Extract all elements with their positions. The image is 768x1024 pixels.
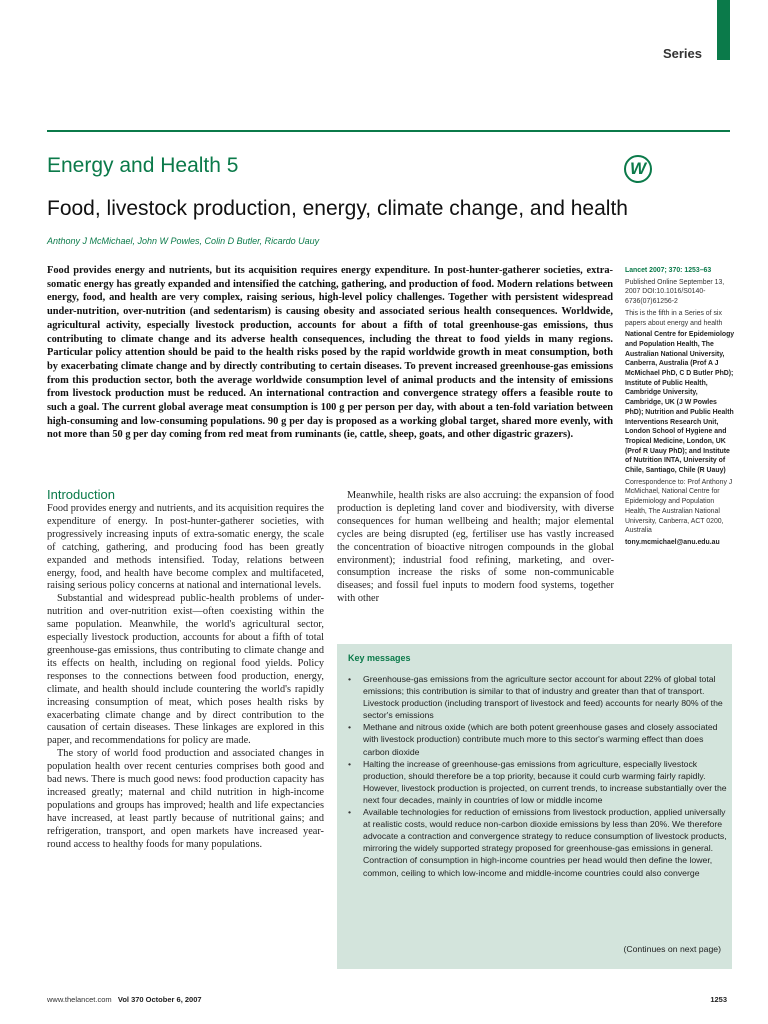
body-paragraph: Substantial and widespread public-health problems of under-nutrition and over-nutrition exist—often coexisting within the same population. Meanwhile, the world's agricultural sector, especially livestock production, accounts for about a fifth of total greenhouse-gas emissions, thus contributing to climate change and its effects on health, including on regional food yields. Policy responses to the connections between food production, energy, climate, and health should include countering the world's rapidly increasing consumption of meat, which poses health risks by exacerbating climate change and by direct contribution to the causation of certain diseases. These linkages are explored in this paper, and recommendations for policy are made. [47,593,324,747]
series-label: Series [662,46,702,61]
affiliations: National Centre for Epidemiology and Population Health, The Australian National University, Canberra, Australia (Prof A J McMichael PhD, C D Butler PhD); Institute of Public Health, Cambridge University, Cambridge, UK (J W Powles PhD); Nutrition and Public Health Interventions Research Unit, London School of Hygiene and Tropical Medicine, London, UK (Prof R Uauy PhD); and Institute of Nutrition INTA, University of Chile, Santiago, Chile (R Uauy) [625,331,735,475]
key-messages-list [346,673,728,879]
abstract: Food provides energy and nutrients, but its acquisition requires energy expenditure. In post-hunter-gatherer societies, extra-somatic energy has greatly expanded and intensified the catching, gathering, and production of food. Modern relations between energy, food, and health are very complex, raising serious, high-level policy challenges. Together with persistent widespread under-nutrition, over-nutrition (and sedentarism) is causing obesity and associated serious health consequences. Worldwide, agricultural activity, especially livestock production, accounts for about a fifth of total greenhouse-gas emissions, thus contributing to climate change and its adverse health consequences, including the threat to food yields in many regions. Particular policy attention should be paid to the health risks posed by the rapid worldwide growth in meat consumption, both by exacerbating climate change and by directly contributing to certain diseases. To prevent increased greenhouse-gas emissions from this production sector, both the average worldwide consumption level of animal products and the intensity of emissions from livestock production must be reduced. An international contraction and convergence strategy offers a feasible route to such a goal. The current global average meat consumption is 100 g per person per day, with about a ten-fold variation between high-consuming and low-consuming populations. 90 g per day is proposed as a working global target, shared more evenly, with not more than 50 g per day coming from red meat from ruminants (ie, cattle, sheep, goats, and other digastric grazers). [47,265,613,441]
key-message-item: • Methane and nitrous oxide (which are both potent greenhouse gases and closely associated with livestock production) contribute much more to this sector's warming effect than does carbon dioxide [346,721,728,757]
series-kicker: Energy and Health 5 [47,154,239,177]
correspondence: Correspondence to: Prof Anthony J McMichael, National Centre for Epidemiology and Population Health, The Australian National University, Canberra, ACT 0200, Australia [625,478,733,535]
body-paragraph: The story of world food production and associated changes in population health over recent centuries comprises both good and bad news. There is much good news: food production capacity has increased greatly; maternal and child nutrition in high-income populations and groups has improved; health and life expectancies have increased, at least partly because of nutritional gains; and refrigeration, transport, and open markets have increased year-round access to healthy foods for many populations. [47,748,324,850]
w-circle-icon: W [624,155,652,183]
body-column-1 [47,487,324,851]
page-number: 1253 [710,995,727,1004]
body-paragraph: Meanwhile, health risks are also accruing: the expansion of food production is depleting land cover and biodiversity, with diverse consequences for human wellbeing and health; major elemental cycles are being disrupted (eg, fertiliser use has vastly increased the concentration of bioactive nitrogen compounds in the global environment); industrial food refining, marketing, and over-consumption increase the risks of some non-communicable diseases; and fossil fuel inputs to modern food systems, together with other [337,490,614,605]
page-footer [47,995,202,1004]
series-color-tab [717,0,730,60]
key-message-item: • Halting the increase of greenhouse-gas emissions from agriculture, especially livestock production, should therefore be a top priority, because it could curb warming fairly rapidly. However, livestock production is projected, on current trends, to increase substantially over the next four decades, mainly in countries of low or middle income [346,758,728,806]
section-heading-introduction: Introduction [47,487,115,502]
continued-note: (Continues on next page) [623,944,721,954]
header-rule [47,130,730,132]
article-title: Food, livestock production, energy, climate change, and health [47,197,628,220]
journal-site[interactable]: www.thelancet.com [47,995,112,1004]
sidebar-notes [625,266,735,550]
citation: Lancet 2007; 370: 1253–63 [625,267,712,274]
key-messages-heading: Key messages [348,653,411,663]
key-messages-panel [337,644,732,969]
issue-info: Vol 370 October 6, 2007 [117,995,202,1004]
body-paragraph: Food provides energy and nutrients, and its acquisition requires the expenditure of energy. In post-hunter-gatherer societies, with progressively increasing inputs of extra-somatic energy, the scale of catching, gathering, and producing food has been greatly expanded and methods intensified. Today, relations between energy, food, and health have become complex and multifaceted, raising serious policy concerns at national and international levels. [47,503,324,592]
key-message-item: • Greenhouse-gas emissions from the agriculture sector account for about 22% of global total emissions; this contribution is similar to that of industry and greater than that of transport. Livestock production (including transport of livestock and feed) accounts for nearly 80% of the sector's emissions [346,673,728,721]
correspondence-email[interactable]: tony.mcmichael@anu.edu.au [625,538,720,546]
series-note: This is the fifth in a Series of six papers about energy and health [625,309,723,327]
body-column-2 [337,490,614,606]
key-message-item: • Available technologies for reduction of emissions from livestock production, applied universally at realistic costs, would reduce non-carbon dioxide emissions by less than 20%. We therefore advocate a contraction and convergence strategy to reduce consumption of livestock products, mirroring the widely supported strategy proposed for greenhouse-gas emissions in general. Contraction of consumption in high-income countries per head would then define the lower, common, ceiling to which low-income and middle-income countries could also converge [346,806,728,879]
published-online: Published Online September 13, 2007 DOI:10.1016/S0140-6736(07)61256-2 [625,278,725,306]
author-list: Anthony J McMichael, John W Powles, Colin D Butler, Ricardo Uauy [47,236,320,246]
